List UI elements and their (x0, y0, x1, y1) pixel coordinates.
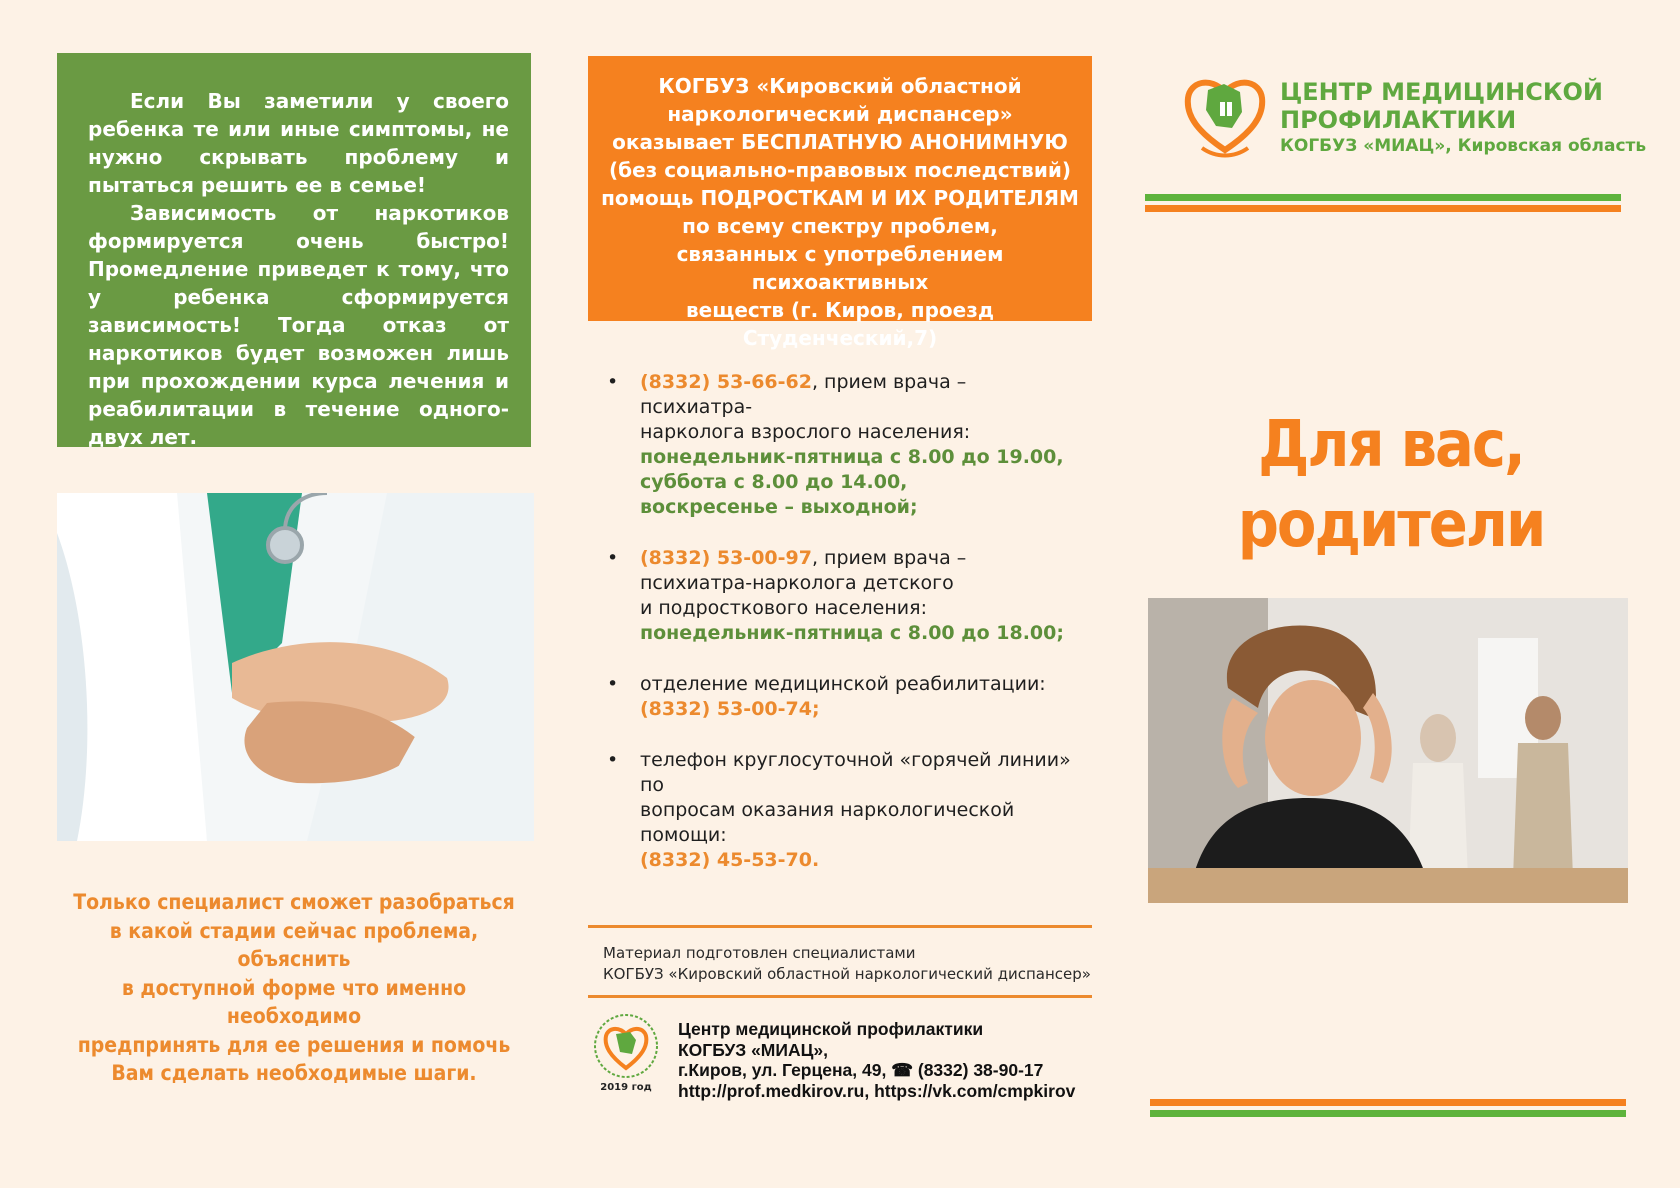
decor-stripe-orange (1145, 205, 1621, 212)
intro-paragraph-1: Если Вы заметили у своего ребенка те или иные симптомы, не нужно скрывать проблему и пытаться решить ее в семье! (88, 89, 509, 197)
dispensary-info-box (588, 56, 1092, 350)
contact-list (607, 370, 1077, 899)
footer-org-line: http://prof.medkirov.ru, https://vk.com/cmpkirov (678, 1080, 1076, 1101)
footer-note-line: Материал подготовлен специалистами (603, 944, 916, 962)
phone-rehab: (8332) 53-00-74; (640, 698, 820, 720)
divider (588, 925, 1092, 928)
dispensary-info-line: по всему спектру проблем, (682, 214, 998, 238)
hours-line: суббота с 8.00 до 14.00, (640, 471, 908, 493)
contact-text: отделение медицинской реабилитации: (640, 673, 1046, 695)
decor-stripe-green (1150, 1110, 1626, 1117)
headline-line: родители (1237, 488, 1545, 562)
bullet: • (607, 749, 619, 771)
divider (588, 995, 1092, 998)
contact-text: , прием врача – (811, 547, 967, 569)
org-title-line: ПРОФИЛАКТИКИ (1280, 106, 1517, 134)
decor-stripe-green (1145, 194, 1621, 201)
heart-logo-icon (592, 1012, 660, 1082)
contact-text: психиатра-нарколога детского (640, 572, 954, 594)
specialist-note-line: в доступной форме что именно необходимо (121, 975, 467, 1028)
heart-map-logo-icon (1180, 66, 1270, 162)
photo-doctor-holding-hands (57, 493, 534, 841)
bullet: • (607, 371, 619, 393)
dispensary-info-line: помощь ПОДРОСТКАМ И ИХ РОДИТЕЛЯМ (601, 186, 1079, 210)
org-logo (1180, 66, 1270, 162)
contact-item-adult (607, 370, 1077, 520)
dispensary-info-line: КОГБУЗ «Кировский областной (658, 74, 1022, 98)
footer-org-info (678, 1019, 1075, 1101)
footer-logo-year: 2019 год (600, 1082, 652, 1093)
contact-text: , прием врача – психиатра- (640, 371, 967, 418)
contact-item-rehab (607, 672, 1077, 722)
dispensary-info-line: оказывает БЕСПЛАТНУЮ АНОНИМНУЮ (612, 130, 1068, 154)
contact-text: и подросткового населения: (640, 597, 927, 619)
contact-text: вопросам оказания наркологической помощи: (640, 799, 1015, 846)
intro-text-box (57, 53, 531, 447)
footer-note (603, 943, 1091, 985)
contact-text: нарколога взрослого населения: (640, 421, 971, 443)
doctor-hands-illustration (57, 493, 534, 841)
specialist-note-line: в какой стадии сейчас проблема, объяснить (109, 918, 479, 971)
hours-line: понедельник-пятница с 8.00 до 18.00; (640, 622, 1064, 644)
specialist-note-line: предпринять для ее решения и помочь (77, 1032, 511, 1057)
photo-stressed-teen (1148, 598, 1628, 903)
org-title (1280, 78, 1646, 158)
contact-text: телефон круглосуточной «горячей линии» по (640, 749, 1071, 796)
footer-org-line: Центр медицинской профилактики (678, 1019, 984, 1039)
specialist-note-line: Только специалист сможет разобраться (73, 890, 515, 914)
headline-line: Для вас, (1258, 408, 1524, 482)
footer-note-line: КОГБУЗ «Кировский областной наркологический диспансер» (603, 965, 1091, 983)
dispensary-info-line: (без социально-правовых последствий) (608, 158, 1072, 182)
phone-adult: (8332) 53-66-62 (640, 371, 812, 393)
headline (1146, 405, 1636, 565)
hours-line: воскресенье – выходной; (640, 496, 918, 518)
org-subtitle: КОГБУЗ «МИАЦ», Кировская область (1280, 136, 1647, 156)
specialist-note-line: Вам сделать необходимые шаги. (111, 1061, 477, 1085)
dispensary-info-line: веществ (г. Киров, проезд Студенческий,7) (686, 298, 994, 350)
contact-item-children (607, 546, 1077, 646)
specialist-note (57, 888, 531, 1088)
phone-children: (8332) 53-00-97 (640, 547, 812, 569)
bullet: • (607, 673, 619, 695)
dispensary-info-line: наркологический диспансер» (667, 102, 1013, 126)
org-title-line: ЦЕНТР МЕДИЦИНСКОЙ (1280, 78, 1603, 106)
footer-org-line: КОГБУЗ «МИАЦ», (678, 1039, 828, 1060)
stressed-teen-illustration (1148, 598, 1628, 903)
footer-org-line: г.Киров, ул. Герцена, 49, ☎ (8332) 38-90-17 (678, 1060, 1044, 1080)
hours-line: понедельник-пятница с 8.00 до 19.00, (640, 446, 1064, 468)
dispensary-info-line: связанных с употреблением психоактивных (676, 242, 1004, 294)
intro-paragraph-2: Зависимость от наркотиков формируется очень быстро! Промедление приведет к тому, что у ребенка сформируется зависимость! Тогда отказ от наркотиков будет возможен лишь при прохождении курса лечения и реабилитации в течение одного-двух лет. (88, 201, 509, 449)
footer-logo (592, 1012, 660, 1096)
bullet: • (607, 547, 619, 569)
decor-stripe-orange (1150, 1099, 1626, 1106)
contact-item-hotline (607, 748, 1077, 873)
phone-hotline: (8332) 45-53-70. (640, 849, 820, 871)
